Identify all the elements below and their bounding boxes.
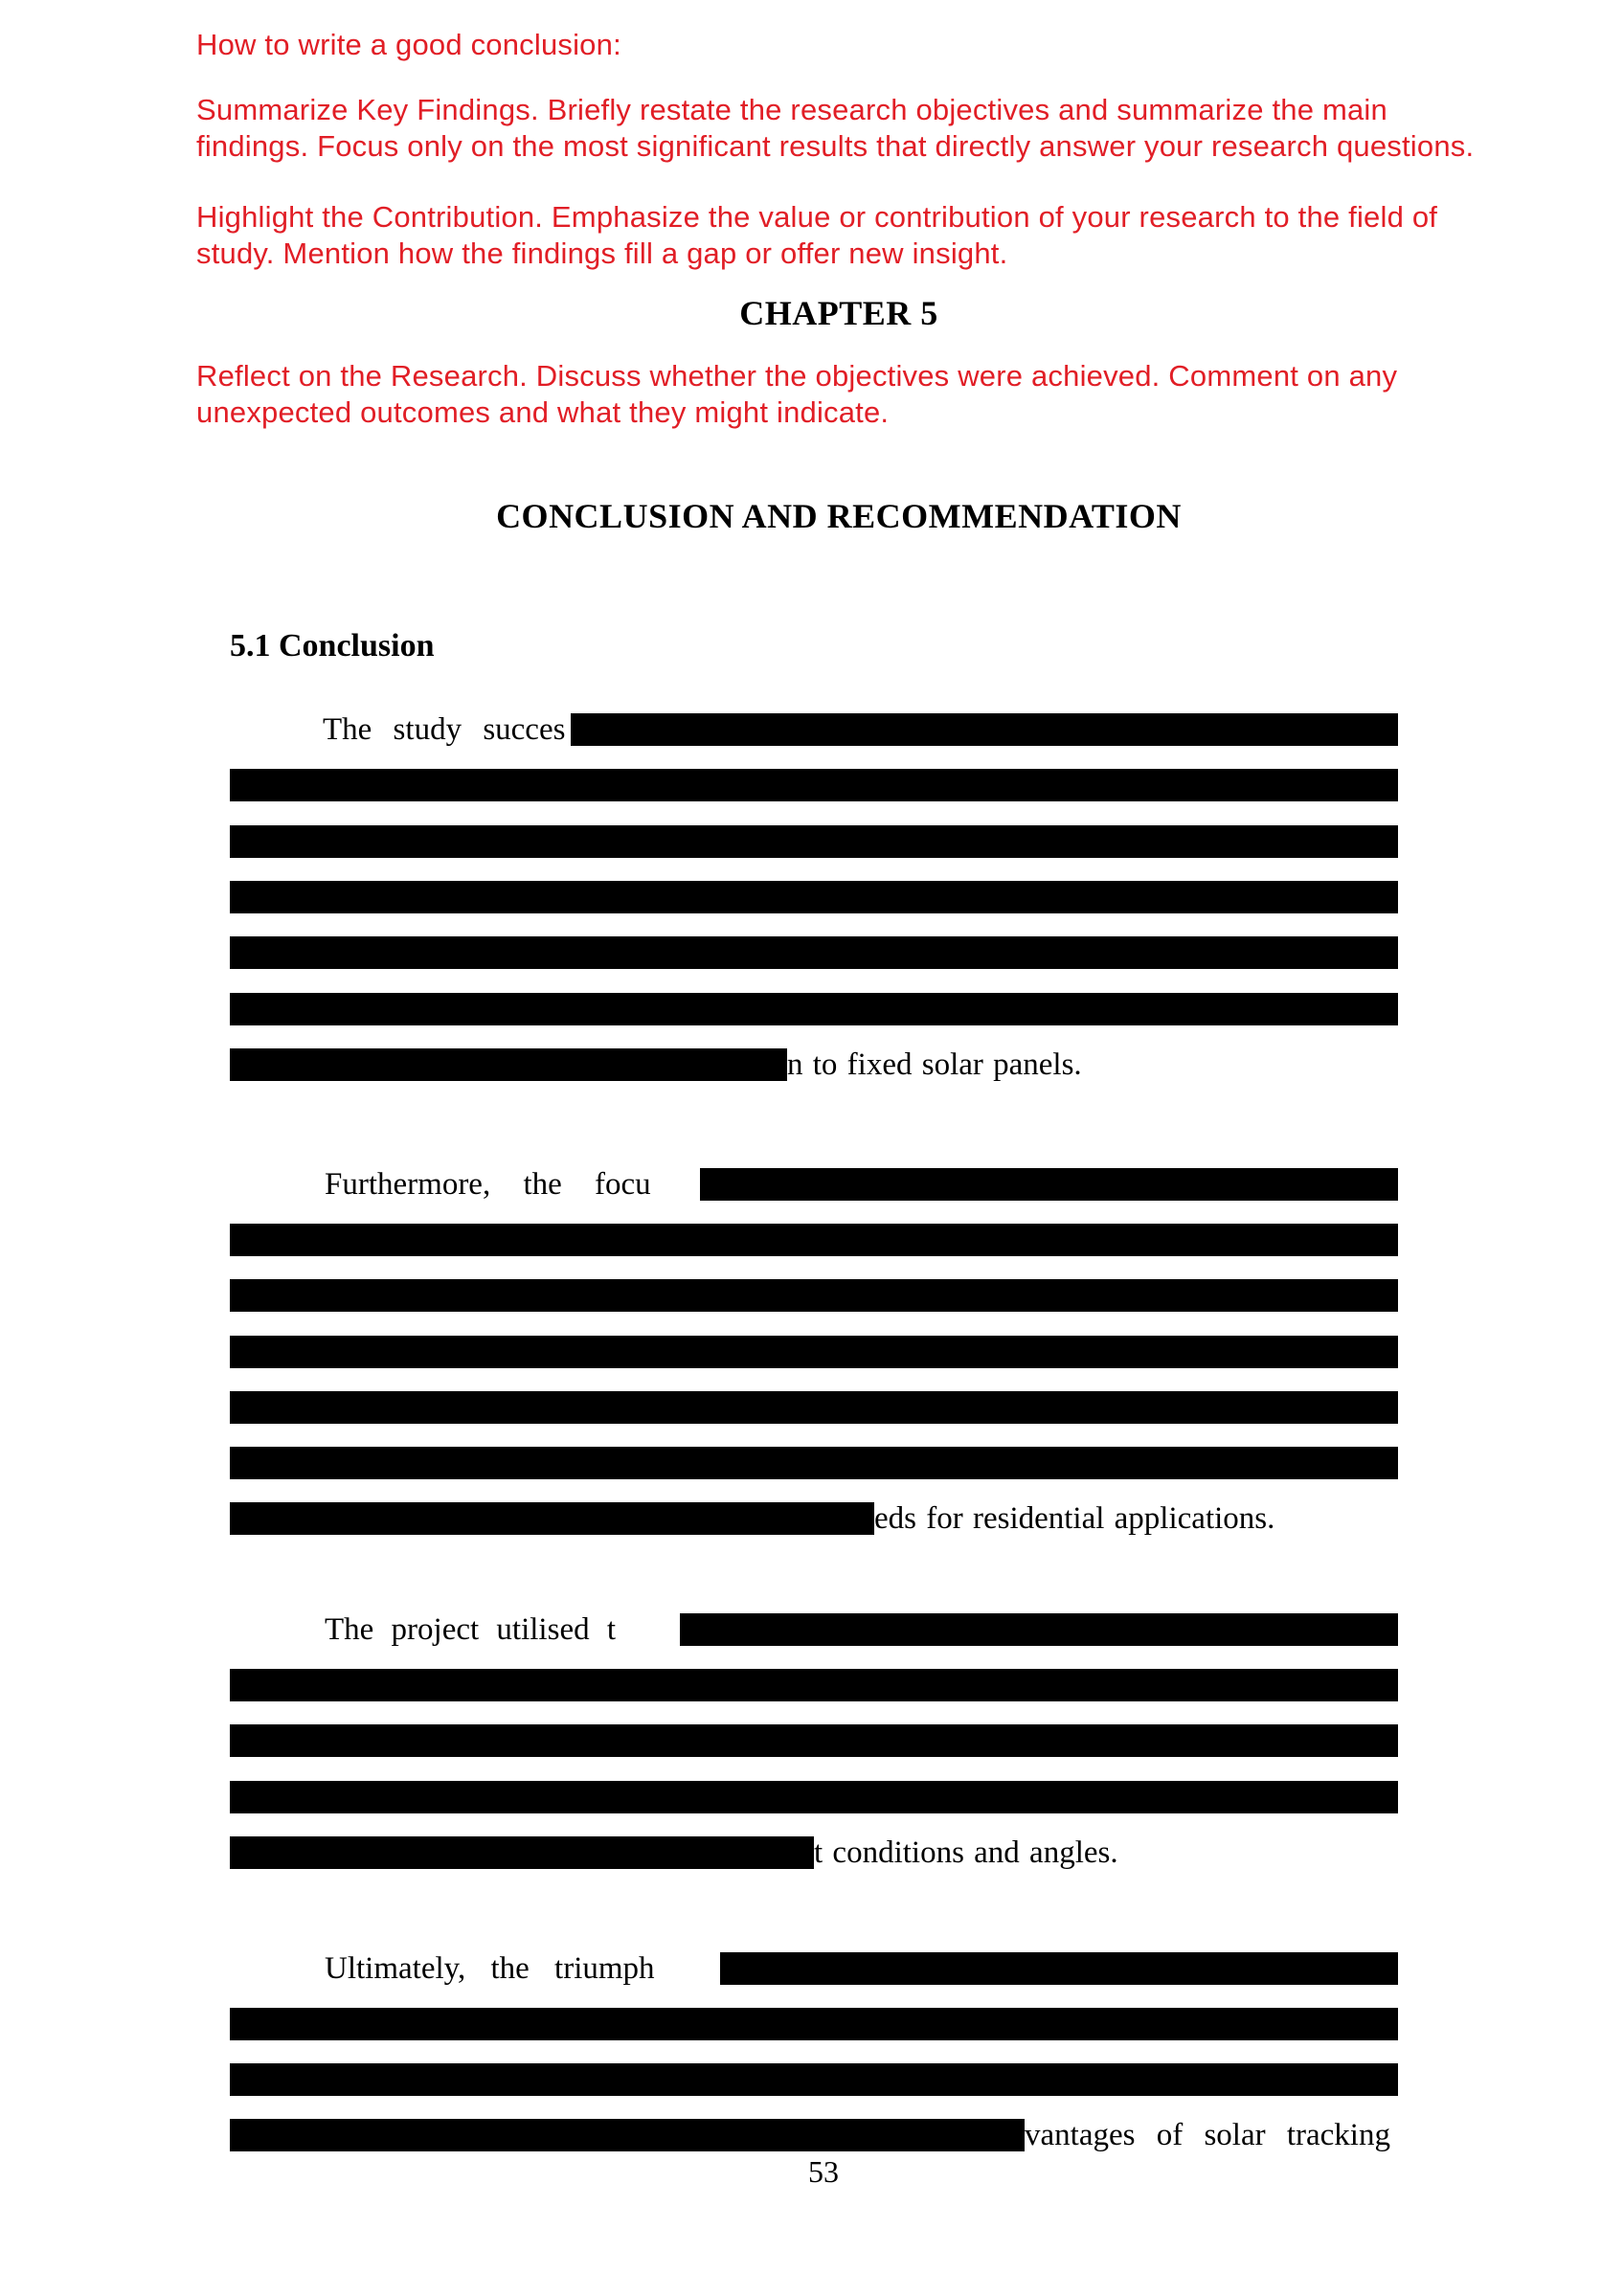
redacted-line — [0, 713, 1624, 746]
page-title: CONCLUSION AND RECOMMENDATION — [496, 497, 1182, 535]
redaction-bar — [230, 1224, 1398, 1256]
body-text-fragment: Ultimately, the triumph — [325, 1951, 655, 1986]
redacted-line — [0, 881, 1624, 913]
redaction-bar — [230, 2008, 1398, 2040]
redacted-line — [0, 2008, 1624, 2040]
redaction-bar — [720, 1952, 1398, 1985]
redaction-bar — [230, 1048, 787, 1081]
annotation-tip2-line1: Highlight the Contribution. Emphasize the value or contribution of your research to the field of — [196, 200, 1438, 234]
redacted-line — [0, 1224, 1624, 1256]
annotation-intro: How to write a good conclusion: — [196, 28, 621, 61]
redacted-line — [0, 1048, 1624, 1081]
redaction-bar — [230, 881, 1398, 913]
redacted-line — [0, 993, 1624, 1025]
redacted-line — [0, 2119, 1624, 2151]
chapter-heading: CHAPTER 5 — [739, 294, 938, 332]
redacted-line — [0, 1781, 1624, 1813]
redaction-bar — [680, 1613, 1398, 1646]
redacted-line — [0, 1502, 1624, 1535]
body-text-fragment: eds for residential applications. — [874, 1501, 1275, 1536]
redacted-line — [0, 1336, 1624, 1368]
redaction-bar — [230, 1391, 1398, 1424]
body-text-fragment: n to fixed solar panels. — [787, 1047, 1082, 1082]
redacted-line — [0, 1279, 1624, 1312]
redaction-bar — [571, 713, 1398, 746]
annotation-tip3-line2: unexpected outcomes and what they might indicate. — [196, 395, 890, 429]
redacted-line — [0, 1669, 1624, 1701]
redaction-bar — [230, 1669, 1398, 1701]
redacted-line — [0, 1724, 1624, 1757]
redaction-bar — [230, 1502, 874, 1535]
body-text-fragment: The project utilised t — [325, 1612, 617, 1647]
redaction-bar — [230, 1781, 1398, 1813]
redacted-line — [0, 769, 1624, 801]
redacted-line — [0, 1952, 1624, 1985]
annotation-tip2-line2: study. Mention how the findings fill a gap or offer new insight. — [196, 236, 1008, 270]
redaction-bar — [230, 2063, 1398, 2096]
redaction-bar — [230, 769, 1398, 801]
redaction-bar — [230, 2119, 1025, 2151]
redacted-line — [0, 1168, 1624, 1201]
annotation-tip3-line1: Reflect on the Research. Discuss whether the objectives were achieved. Comment on any — [196, 359, 1398, 393]
redacted-line — [0, 825, 1624, 858]
annotation-tip1-line1: Summarize Key Findings. Briefly restate the research objectives and summarize the main — [196, 93, 1387, 126]
body-text-fragment: Furthermore, the focu — [325, 1167, 651, 1202]
redaction-bar — [230, 1447, 1398, 1479]
body-text-fragment: The study succes — [323, 712, 566, 747]
redaction-bar — [230, 825, 1398, 858]
body-text-fragment: t conditions and angles. — [814, 1835, 1118, 1870]
redaction-bar — [700, 1168, 1398, 1201]
redacted-line — [0, 1391, 1624, 1424]
redaction-bar — [230, 936, 1398, 969]
body-text-fragment: vantages of solar tracking — [1025, 2118, 1390, 2152]
redaction-bar — [230, 1279, 1398, 1312]
redacted-line — [0, 1447, 1624, 1479]
annotation-tip1-line2: findings. Focus only on the most significant results that directly answer your research questions. — [196, 129, 1475, 163]
redacted-line — [0, 936, 1624, 969]
page-number: 53 — [808, 2154, 839, 2189]
redacted-line — [0, 1836, 1624, 1869]
redaction-bar — [230, 1836, 814, 1869]
redaction-bar — [230, 993, 1398, 1025]
section-heading: 5.1 Conclusion — [230, 628, 435, 664]
redacted-line — [0, 1613, 1624, 1646]
redaction-bar — [230, 1724, 1398, 1757]
redaction-bar — [230, 1336, 1398, 1368]
redacted-line — [0, 2063, 1624, 2096]
